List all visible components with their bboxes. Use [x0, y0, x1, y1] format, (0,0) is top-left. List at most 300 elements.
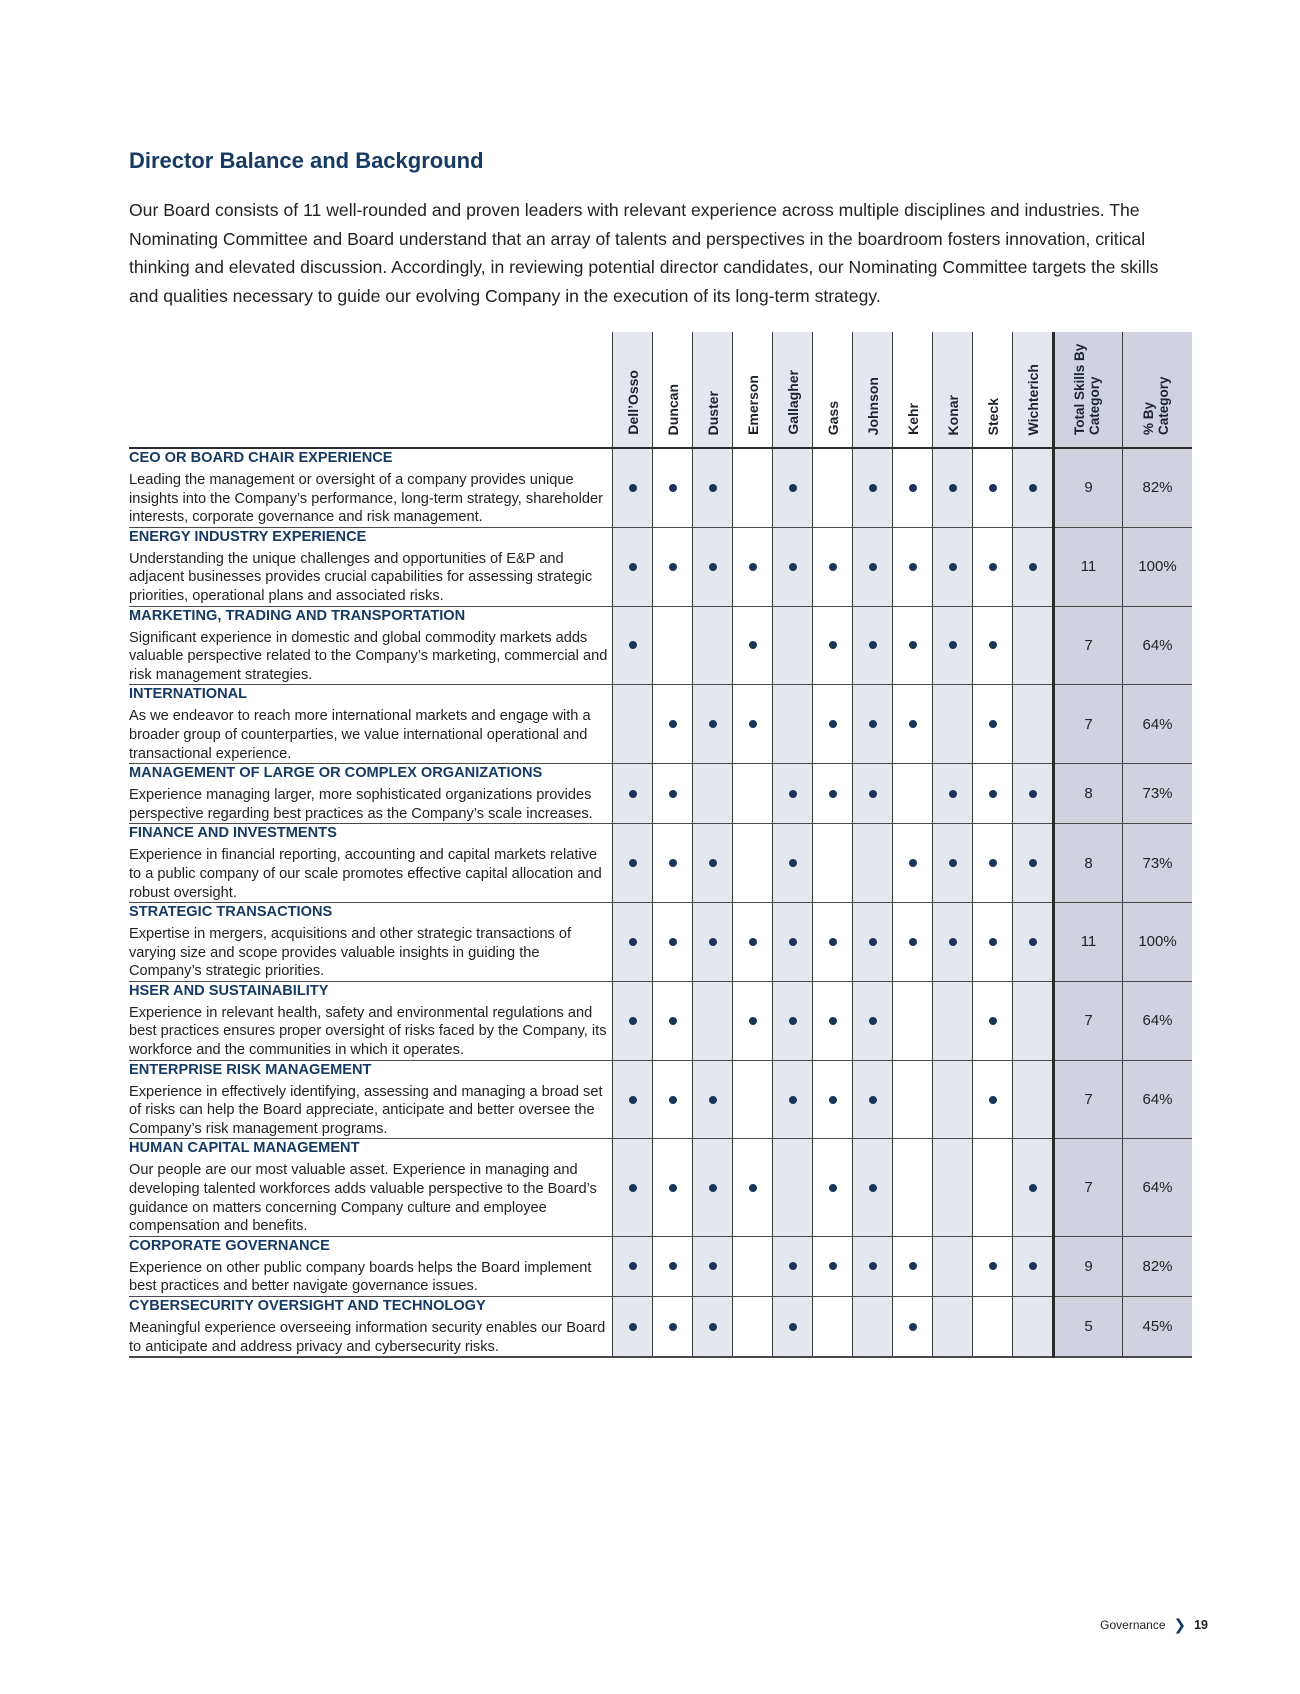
skill-row [129, 448, 1192, 527]
director-name: Gallagher [784, 370, 801, 435]
skill-cell [893, 685, 933, 764]
skill-cell [1013, 764, 1054, 824]
skill-dot-icon [869, 1096, 877, 1104]
skill-dot-icon [789, 1096, 797, 1104]
skill-dot-icon [669, 1323, 677, 1331]
skill-dot-icon [869, 641, 877, 649]
skill-row [129, 527, 1192, 606]
director-header [933, 332, 973, 448]
skill-cell [653, 448, 693, 527]
skill-cell [653, 981, 693, 1060]
skill-cell [733, 903, 773, 982]
skill-cell [893, 824, 933, 903]
skill-cell [813, 527, 853, 606]
skill-cell [773, 685, 813, 764]
skill-cell [933, 824, 973, 903]
skill-title: MARKETING, TRADING AND TRANSPORTATION [129, 607, 466, 624]
skill-cell [693, 685, 733, 764]
skill-dot-icon [909, 563, 917, 571]
percent-category-value: 73% [1123, 824, 1193, 903]
skill-cell [973, 685, 1013, 764]
skill-dot-icon [989, 1096, 997, 1104]
skill-cell [973, 1236, 1013, 1296]
director-name: Duncan [664, 383, 681, 435]
skill-cell [773, 981, 813, 1060]
skill-row [129, 606, 1192, 685]
skill-description: Our people are our most valuable asset. Experience in managing and developing talented workforces adds valuable perspective to the Board’s guidance on matters concerning Company culture and employee compensation and benefits. [129, 1162, 597, 1235]
skill-cell [1013, 981, 1054, 1060]
skill-cell [813, 764, 853, 824]
skill-cell [853, 606, 893, 685]
skill-cell [1013, 527, 1054, 606]
skill-dot-icon [989, 1262, 997, 1270]
skill-cell [853, 1297, 893, 1358]
skill-dot-icon [709, 1323, 717, 1331]
skill-row [129, 981, 1192, 1060]
skill-dot-icon [629, 1184, 637, 1192]
skill-cell [973, 903, 1013, 982]
skill-cell [693, 824, 733, 903]
skill-title: CEO OR BOARD CHAIR EXPERIENCE [129, 450, 393, 466]
skill-dot-icon [709, 563, 717, 571]
director-header [653, 332, 693, 448]
skill-description: Significant experience in domestic and global commodity markets adds valuable perspective related to the Company’s marketing, commercial and risk management strategies. [129, 629, 608, 683]
skill-cell [853, 448, 893, 527]
skill-description-cell [129, 527, 613, 606]
skill-cell [613, 903, 653, 982]
skill-cell [893, 1297, 933, 1358]
percent-category-value: 64% [1123, 606, 1193, 685]
skill-cell [893, 606, 933, 685]
intro-paragraph: Our Board consists of 11 well-rounded and proven leaders with relevant experience across multiple disciplines and industries. The Nominating Committee and Board understand that an array of talents and perspectives in the boardroom fosters innovation, critical thinking and elevated discussion. Accordingly, in reviewing potential director candidates, our Nominating Committee targets the skills and qualities necessary to guide our evolving Company in the execution of its long-term strategy. [129, 200, 1159, 306]
percent-category-value: 45% [1123, 1297, 1193, 1358]
skill-description-cell [129, 981, 613, 1060]
skill-cell [893, 764, 933, 824]
skill-cell [813, 1297, 853, 1358]
skill-title: CYBERSECURITY OVERSIGHT AND TECHNOLOGY [129, 1298, 486, 1314]
skill-title: HSER AND SUSTAINABILITY [129, 982, 329, 999]
skill-dot-icon [629, 641, 637, 649]
skill-dot-icon [749, 938, 757, 946]
skill-row [129, 685, 1192, 764]
skill-dot-icon [909, 1323, 917, 1331]
director-name: Emerson [744, 375, 761, 435]
skill-dot-icon [709, 484, 717, 492]
total-skills-value: 9 [1054, 448, 1123, 527]
total-skills-value: 7 [1054, 981, 1123, 1060]
skill-cell [773, 824, 813, 903]
skill-dot-icon [629, 1096, 637, 1104]
skill-dot-icon [669, 1096, 677, 1104]
skill-title: HUMAN CAPITAL MANAGEMENT [129, 1140, 360, 1157]
skill-dot-icon [949, 790, 957, 798]
skill-dot-icon [949, 938, 957, 946]
skill-cell [733, 1139, 773, 1236]
skill-dot-icon [749, 1017, 757, 1025]
skill-cell [733, 1297, 773, 1358]
skill-dot-icon [629, 563, 637, 571]
skill-cell [1013, 448, 1054, 527]
skill-cell [813, 824, 853, 903]
skill-cell [853, 1060, 893, 1139]
skill-cell [1013, 1236, 1054, 1296]
percent-category-value: 82% [1123, 448, 1193, 527]
skill-cell [693, 903, 733, 982]
skill-cell [813, 903, 853, 982]
skill-dot-icon [989, 563, 997, 571]
skill-cell [733, 764, 773, 824]
skill-description-cell [129, 606, 613, 685]
skill-cell [693, 527, 733, 606]
skill-dot-icon [829, 1262, 837, 1270]
skill-cell [733, 448, 773, 527]
skill-dot-icon [1029, 1262, 1037, 1270]
skill-dot-icon [909, 938, 917, 946]
skill-cell [693, 981, 733, 1060]
skill-cell [973, 764, 1013, 824]
skill-description: Experience managing larger, more sophisticated organizations provides perspective regarding best practices as the Company’s scale increases. [129, 787, 593, 822]
skill-title: ENTERPRISE RISK MANAGEMENT [129, 1061, 372, 1078]
skill-cell [653, 1139, 693, 1236]
skill-dot-icon [629, 1017, 637, 1025]
director-header [1013, 332, 1054, 448]
skill-row [129, 903, 1192, 982]
skill-cell [933, 527, 973, 606]
skill-cell [733, 606, 773, 685]
skill-dot-icon [989, 720, 997, 728]
page-footer [1100, 1616, 1208, 1634]
skill-cell [893, 527, 933, 606]
skill-cell [973, 1297, 1013, 1358]
skill-cell [773, 1060, 813, 1139]
percent-category-value: 73% [1123, 764, 1193, 824]
skill-cell [733, 981, 773, 1060]
skill-dot-icon [629, 484, 637, 492]
skill-cell [773, 1297, 813, 1358]
skill-cell [1013, 903, 1054, 982]
skill-dot-icon [869, 790, 877, 798]
skill-dot-icon [669, 1184, 677, 1192]
skill-cell [693, 764, 733, 824]
skill-description-cell [129, 764, 613, 824]
skill-cell [693, 1139, 733, 1236]
skill-dot-icon [829, 1096, 837, 1104]
skill-title: INTERNATIONAL [129, 686, 248, 703]
skill-cell [973, 1139, 1013, 1236]
skill-cell [813, 981, 853, 1060]
skill-cell [613, 606, 653, 685]
skill-description-cell [129, 1297, 613, 1358]
percent-category-value: 100% [1123, 527, 1193, 606]
skill-cell [653, 527, 693, 606]
skill-dot-icon [829, 938, 837, 946]
skill-dot-icon [989, 1017, 997, 1025]
skill-dot-icon [1029, 859, 1037, 867]
skill-cell [933, 606, 973, 685]
skill-dot-icon [749, 563, 757, 571]
skill-cell [613, 1297, 653, 1358]
skill-cell [893, 448, 933, 527]
director-header [813, 332, 853, 448]
total-skills-value: 7 [1054, 685, 1123, 764]
skill-cell [773, 903, 813, 982]
skill-cell [613, 1060, 653, 1139]
director-header [693, 332, 733, 448]
skill-dot-icon [789, 1017, 797, 1025]
director-name: Konar [944, 394, 961, 435]
total-skills-value: 7 [1054, 1139, 1123, 1236]
skill-cell [893, 1236, 933, 1296]
skill-cell [693, 1297, 733, 1358]
skill-description: Understanding the unique challenges and opportunities of E&P and adjacent businesses provides crucial capabilities for assessing strategic priorities, operational plans and associated risks. [129, 550, 593, 604]
skill-cell [613, 527, 653, 606]
skill-cell [813, 1236, 853, 1296]
skill-dot-icon [669, 1262, 677, 1270]
skill-cell [933, 1236, 973, 1296]
skill-dot-icon [709, 859, 717, 867]
skill-cell [853, 903, 893, 982]
skill-title: MANAGEMENT OF LARGE OR COMPLEX ORGANIZATIONS [129, 765, 543, 782]
total-skills-label: Total Skills By Category [1071, 343, 1102, 435]
skill-description: Experience in relevant health, safety and environmental regulations and best practices ensures proper oversight of risks faced by the Company, its workforce and the communities in which it operates. [129, 1004, 607, 1059]
skill-cell [653, 606, 693, 685]
skill-description: Expertise in mergers, acquisitions and other strategic transactions of varying size and scope provides valuable insights in guiding the Company’s strategic priorities. [129, 926, 572, 980]
page-number: 19 [1194, 1618, 1208, 1632]
skill-description-cell [129, 1060, 613, 1139]
director-name: Dell’Osso [624, 370, 641, 435]
skill-dot-icon [989, 790, 997, 798]
skill-cell [893, 1139, 933, 1236]
skill-row [129, 824, 1192, 903]
skill-cell [933, 1297, 973, 1358]
skill-title: CORPORATE GOVERNANCE [129, 1237, 330, 1254]
skill-dot-icon [669, 563, 677, 571]
skill-dot-icon [629, 790, 637, 798]
percent-category-value: 64% [1123, 981, 1193, 1060]
skill-dot-icon [949, 859, 957, 867]
skill-dot-icon [949, 484, 957, 492]
skill-cell [653, 903, 693, 982]
skill-cell [1013, 1060, 1054, 1139]
skill-cell [773, 606, 813, 685]
skill-cell [693, 448, 733, 527]
total-skills-value: 7 [1054, 606, 1123, 685]
skill-cell [813, 685, 853, 764]
skill-description: Experience on other public company boards helps the Board implement best practices and better navigate governance issues. [129, 1259, 592, 1295]
skill-cell [853, 981, 893, 1060]
skill-dot-icon [629, 1323, 637, 1331]
skill-row [129, 1236, 1192, 1296]
skill-cell [1013, 685, 1054, 764]
percent-category-header [1123, 332, 1193, 448]
skill-dot-icon [869, 1184, 877, 1192]
skill-cell [613, 685, 653, 764]
skill-row [129, 764, 1192, 824]
chevron-right-icon[interactable]: ❯ [1173, 1617, 1187, 1634]
skill-cell [693, 606, 733, 685]
skill-dot-icon [709, 938, 717, 946]
skill-dot-icon [789, 1262, 797, 1270]
skill-cell [733, 1060, 773, 1139]
skill-cell [853, 1236, 893, 1296]
skill-cell [973, 824, 1013, 903]
skill-description-cell [129, 903, 613, 982]
skill-dot-icon [629, 1262, 637, 1270]
skill-dot-icon [829, 790, 837, 798]
skill-cell [973, 1060, 1013, 1139]
skill-cell [693, 1060, 733, 1139]
skill-dot-icon [1029, 790, 1037, 798]
percent-category-value: 64% [1123, 685, 1193, 764]
skill-cell [893, 903, 933, 982]
skill-row [129, 1297, 1192, 1358]
skill-dot-icon [669, 790, 677, 798]
skill-dot-icon [1029, 1184, 1037, 1192]
skill-dot-icon [909, 641, 917, 649]
page-title: Director Balance and Background [129, 148, 484, 173]
skill-row [129, 1060, 1192, 1139]
skill-cell [613, 1139, 653, 1236]
skill-cell [973, 448, 1013, 527]
skill-dot-icon [1029, 563, 1037, 571]
skill-cell [893, 1060, 933, 1139]
director-name: Duster [704, 390, 721, 435]
skill-dot-icon [789, 484, 797, 492]
total-skills-value: 9 [1054, 1236, 1123, 1296]
skill-cell [933, 981, 973, 1060]
skill-cell [653, 764, 693, 824]
skill-dot-icon [669, 720, 677, 728]
skill-dot-icon [669, 1017, 677, 1025]
skill-dot-icon [829, 563, 837, 571]
skill-description: Experience in effectively identifying, assessing and managing a broad set of risks can help the Board appreciate, anticipate and better oversee the Company’s risk management programs. [129, 1083, 603, 1137]
skill-dot-icon [789, 563, 797, 571]
skill-cell [773, 764, 813, 824]
skill-cell [773, 1236, 813, 1296]
skill-cell [933, 685, 973, 764]
skill-description-cell [129, 685, 613, 764]
percent-category-label: % By Category [1140, 376, 1171, 435]
skill-cell [813, 448, 853, 527]
skill-dot-icon [829, 1017, 837, 1025]
skill-description-cell [129, 448, 613, 527]
skill-cell [853, 1139, 893, 1236]
percent-category-value: 64% [1123, 1139, 1193, 1236]
skill-dot-icon [989, 484, 997, 492]
skill-description: Experience in financial reporting, accounting and capital markets relative to a public company of our scale promotes effective capital allocation and robust oversight. [129, 847, 602, 901]
skill-cell [653, 685, 693, 764]
skill-cell [613, 1236, 653, 1296]
skills-matrix [129, 332, 1192, 1358]
skill-cell [853, 824, 893, 903]
percent-category-value: 100% [1123, 903, 1193, 982]
skill-title: STRATEGIC TRANSACTIONS [129, 904, 333, 921]
director-name: Wichterich [1024, 363, 1041, 435]
skill-title: ENERGY INDUSTRY EXPERIENCE [129, 528, 367, 545]
total-skills-value: 8 [1054, 764, 1123, 824]
skill-cell [813, 1139, 853, 1236]
skill-title: FINANCE AND INVESTMENTS [129, 825, 337, 842]
skill-dot-icon [789, 1323, 797, 1331]
skill-cell [733, 1236, 773, 1296]
skill-dot-icon [669, 484, 677, 492]
skill-cell [773, 527, 813, 606]
skill-cell [1013, 1139, 1054, 1236]
director-header [733, 332, 773, 448]
matrix-header-row [129, 332, 1192, 448]
skill-dot-icon [789, 859, 797, 867]
skill-cell [973, 606, 1013, 685]
total-skills-header [1054, 332, 1123, 448]
director-name: Johnson [864, 376, 881, 435]
skill-cell [853, 527, 893, 606]
skill-dot-icon [869, 484, 877, 492]
total-skills-value: 11 [1054, 903, 1123, 982]
skill-cell [933, 448, 973, 527]
skill-dot-icon [989, 938, 997, 946]
matrix-body [129, 448, 1192, 1357]
skill-dot-icon [709, 1096, 717, 1104]
skill-dot-icon [869, 720, 877, 728]
skill-cell [1013, 1297, 1054, 1358]
skill-dot-icon [829, 720, 837, 728]
director-header [773, 332, 813, 448]
skill-dot-icon [789, 938, 797, 946]
skill-dot-icon [869, 563, 877, 571]
skill-cell [613, 981, 653, 1060]
skill-dot-icon [629, 938, 637, 946]
skill-dot-icon [749, 641, 757, 649]
skill-dot-icon [989, 641, 997, 649]
skill-dot-icon [869, 1017, 877, 1025]
skill-dot-icon [909, 859, 917, 867]
skill-description-cell [129, 1139, 613, 1236]
skill-dot-icon [749, 720, 757, 728]
skill-dot-icon [669, 938, 677, 946]
skill-dot-icon [709, 1184, 717, 1192]
skill-dot-icon [709, 1262, 717, 1270]
director-name: Kehr [904, 403, 921, 435]
director-header [893, 332, 933, 448]
skill-dot-icon [829, 641, 837, 649]
skill-dot-icon [989, 859, 997, 867]
footer-section[interactable]: Governance [1100, 1618, 1166, 1632]
skill-cell [893, 981, 933, 1060]
skill-cell [773, 448, 813, 527]
skill-cell [813, 606, 853, 685]
skill-dot-icon [629, 859, 637, 867]
percent-category-value: 64% [1123, 1060, 1193, 1139]
skill-description: As we endeavor to reach more international markets and engage with a broader group of counterparties, we value international operational and transactional experience. [129, 708, 591, 762]
skill-dot-icon [749, 1184, 757, 1192]
skill-cell [653, 1060, 693, 1139]
skill-dot-icon [789, 790, 797, 798]
skill-description: Leading the management or oversight of a company provides unique insights into the Company’s performance, long-term strategy, shareholder interests, corporate governance and risk management. [129, 472, 603, 526]
skill-description-cell [129, 824, 613, 903]
skill-cell [1013, 824, 1054, 903]
skill-description-cell [129, 1236, 613, 1296]
skill-cell [933, 903, 973, 982]
director-header [853, 332, 893, 448]
skill-cell [653, 1297, 693, 1358]
skill-dot-icon [869, 938, 877, 946]
skill-dot-icon [829, 1184, 837, 1192]
skill-cell [973, 981, 1013, 1060]
skill-cell [853, 685, 893, 764]
skill-cell [933, 1139, 973, 1236]
skill-dot-icon [909, 720, 917, 728]
skill-cell [933, 1060, 973, 1139]
